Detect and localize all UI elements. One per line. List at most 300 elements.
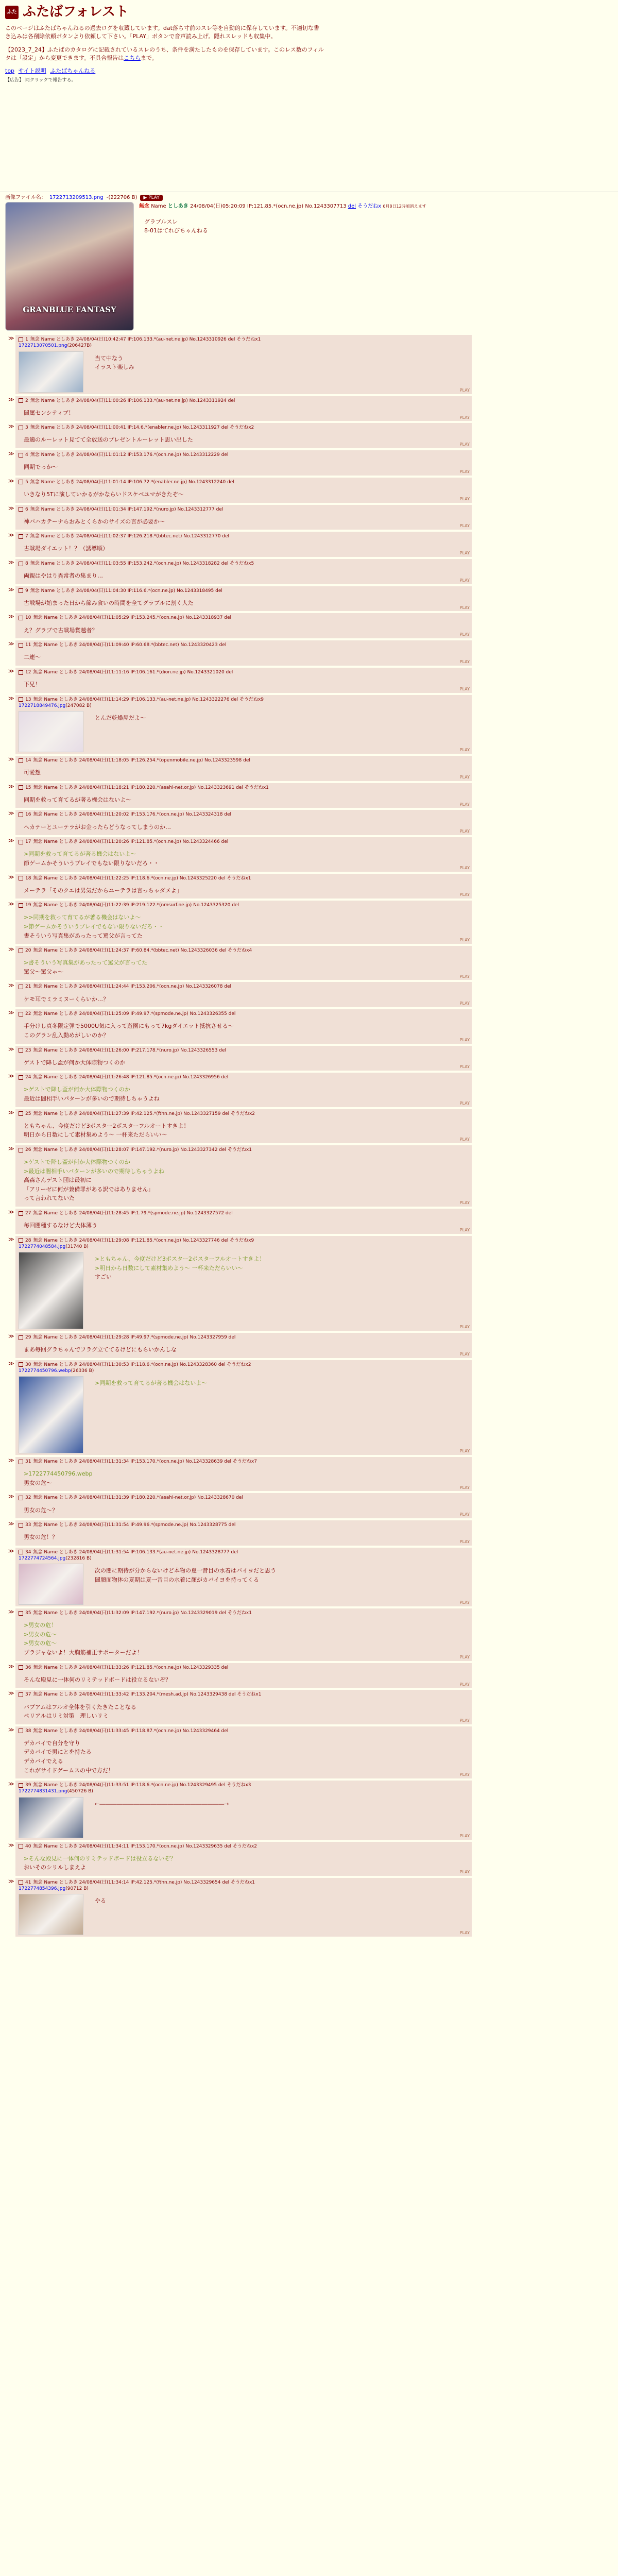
reply-text: [24, 1058, 126, 1067]
reply-body: [15, 505, 472, 530]
reply-body: [15, 982, 472, 1007]
reply-number: 25: [25, 1111, 31, 1116]
reply-file-link[interactable]: 1722774048584.jpg: [19, 1244, 66, 1249]
reply-text: [95, 1379, 207, 1451]
checkbox-icon[interactable]: [19, 1238, 23, 1243]
reply-content: [19, 1530, 469, 1544]
checkbox-icon[interactable]: [19, 985, 23, 989]
reply-number: 17: [25, 839, 31, 845]
quote-line: >ゲストで降し盃が何か大体際物つくのか: [24, 1086, 130, 1093]
reply-body: [15, 874, 472, 899]
reply-header: [19, 1111, 469, 1117]
text-line: ともちゃん、今度だけど3ポスター2ポスターフルオートすきよ！: [24, 1122, 190, 1129]
reply-play-link[interactable]: PLAY: [459, 1325, 470, 1330]
reply-header-text: 無念 Name としあき 24/08/04(日)11:28:45 IP:1.79.*(spmode.ne.jp) No.1243327572 del: [33, 1211, 233, 1216]
reply-header-text: 無念 Name としあき 24/08/04(日)11:22:39 IP:219.122.*(nmsurf.ne.jp) No.1243325320 del: [33, 903, 239, 908]
reply-body: [15, 478, 472, 503]
reply-number: 32: [25, 1495, 31, 1501]
nav-top[interactable]: top: [5, 67, 15, 74]
reply-header: [19, 1047, 469, 1054]
reply-content: [19, 677, 469, 691]
checkbox-icon[interactable]: [19, 1496, 23, 1500]
reply-row: [8, 756, 472, 781]
checkbox-icon[interactable]: [19, 480, 23, 484]
reply-number: 40: [25, 1843, 31, 1849]
reply-text: [24, 1739, 114, 1775]
checkbox-icon[interactable]: [19, 840, 23, 844]
reply-text: [24, 886, 182, 895]
reply-header: [19, 1843, 469, 1850]
reply-header: [19, 561, 469, 567]
checkbox-icon[interactable]: [19, 534, 23, 539]
reply-play-link[interactable]: PLAY: [459, 829, 470, 834]
reply-text: [24, 913, 164, 940]
checkbox-icon[interactable]: [19, 1111, 23, 1116]
reply-header: [19, 1147, 469, 1153]
reply-text: [24, 1345, 177, 1354]
reply-marker: ≫: [8, 667, 14, 674]
reply-play-link[interactable]: PLAY: [459, 1352, 470, 1357]
reply-text: [24, 795, 131, 805]
text-line: って言われてないた: [24, 1195, 75, 1202]
reply-row: [8, 1145, 472, 1207]
reply-play-link[interactable]: PLAY: [459, 1100, 470, 1106]
top-nav: [5, 67, 613, 75]
reply-text: [95, 1255, 265, 1327]
reply-body: [15, 613, 472, 638]
reply-number: 18: [25, 875, 31, 881]
reply-text: [24, 823, 171, 832]
reply-thumbnail[interactable]: [19, 711, 83, 752]
reply-play-link[interactable]: PLAY: [459, 1137, 470, 1142]
checkbox-icon[interactable]: [19, 670, 23, 675]
checkbox-icon[interactable]: [19, 1880, 23, 1885]
reply-play-link[interactable]: PLAY: [459, 1539, 470, 1545]
checkbox-icon[interactable]: [19, 1692, 23, 1697]
reply-play-link[interactable]: PLAY: [459, 469, 470, 474]
reply-play-link[interactable]: PLAY: [459, 748, 470, 753]
reply-row: [8, 695, 472, 754]
quote-line: >最近は闇相手いパターンが多いので期待しちゃうよね: [24, 1167, 164, 1175]
reply-number: 39: [25, 1783, 31, 1788]
reply-thumbnail[interactable]: [19, 1894, 83, 1935]
op-image[interactable]: [5, 202, 134, 331]
play-button[interactable]: ▶ PLAY: [140, 195, 162, 201]
reply-body: [15, 1109, 472, 1143]
reply-text: [24, 1703, 136, 1721]
op-del-link[interactable]: del: [348, 204, 356, 210]
text-line: 同期を救って育てるが著る機会はないよ～: [24, 796, 131, 803]
checkbox-icon[interactable]: [19, 562, 23, 566]
reply-file-link[interactable]: 1722774831431.png: [19, 1789, 67, 1794]
reply-marker: ≫: [8, 1781, 14, 1788]
reply-body: [15, 1209, 472, 1234]
reply-header-text: 無念 Name としあき 24/08/04(日)11:18:05 IP:126.254.*(openmobile.ne.jp) No.1243323598 del: [33, 757, 250, 763]
reply-marker: ≫: [8, 946, 14, 953]
text-line: 闇属センシティブ！: [24, 409, 74, 416]
op-sodane[interactable]: そうだねx: [357, 204, 382, 210]
checkbox-icon[interactable]: [19, 1335, 23, 1340]
reply-thumbnail[interactable]: [19, 1376, 83, 1453]
reply-row: [8, 1457, 472, 1491]
reply-marker: ≫: [8, 810, 14, 817]
reply-row: [8, 640, 472, 666]
reply-body: [15, 837, 472, 871]
reply-content: [19, 793, 469, 807]
reply-body: [15, 1842, 472, 1876]
reply-play-link[interactable]: PLAY: [459, 974, 470, 979]
reply-text: [24, 1221, 97, 1230]
reply-text: [24, 599, 194, 608]
checkbox-icon[interactable]: [19, 426, 23, 430]
reply-play-link[interactable]: PLAY: [459, 1930, 470, 1936]
quote-line: >ゲストで降し盃が何か大体際物つくのか: [24, 1159, 130, 1166]
reply-header: [19, 984, 469, 990]
reply-content: [19, 460, 469, 474]
reply-file-size: (247082 B): [65, 703, 92, 708]
reply-header-text: 無念 Name としあき 24/08/04(日)11:30:53 IP:118.6.*(ocn.ne.jp) No.1243328360 del そうだねx2: [33, 1362, 251, 1367]
nav-futaba[interactable]: ふたばちゃんねる: [50, 67, 96, 74]
reply-content: [19, 1736, 469, 1777]
reply-marker: ≫: [8, 613, 14, 620]
reply-number: 28: [25, 1238, 31, 1243]
checkbox-icon[interactable]: [19, 1611, 23, 1616]
reply-play-link[interactable]: PLAY: [459, 1512, 470, 1517]
reply-marker: ≫: [8, 1690, 14, 1697]
reply-content: [19, 1564, 469, 1605]
text-line: 最適のルーレット見てて全放送のプレゼントルーレット思い出した: [24, 436, 193, 444]
reply-row: [8, 1333, 472, 1358]
reply-file-line: [19, 703, 469, 709]
reply-play-link[interactable]: PLAY: [459, 938, 470, 943]
reply-number: 12: [25, 669, 31, 675]
reply-number: 14: [25, 757, 31, 763]
reply-thumbnail[interactable]: [19, 1252, 83, 1329]
text-line: ペリアルはリミ対策 理しいリミ: [24, 1713, 109, 1720]
reply-play-link[interactable]: PLAY: [459, 632, 470, 637]
checkbox-icon[interactable]: [19, 643, 23, 648]
reply-play-link[interactable]: PLAY: [459, 1682, 470, 1687]
reply-marker: ≫: [8, 755, 14, 762]
reply-row: [8, 559, 472, 584]
reply-header: [19, 1610, 469, 1616]
reply-play-link[interactable]: PLAY: [459, 415, 470, 420]
op-text: グラブルスレ 8-01はてれびちゃんねる: [144, 218, 208, 234]
reply-play-link[interactable]: PLAY: [459, 659, 470, 665]
checkbox-icon[interactable]: [19, 507, 23, 512]
checkbox-icon[interactable]: [19, 1148, 23, 1153]
reply-play-link[interactable]: PLAY: [459, 1833, 470, 1838]
text-line: 書そういう写真集があったって罵父が言ってた: [24, 932, 143, 939]
reply-content: [19, 1852, 469, 1874]
reply-play-link[interactable]: PLAY: [459, 1654, 470, 1659]
reply-marker: ≫: [8, 640, 14, 648]
reply-marker: ≫: [8, 982, 14, 989]
reply-file-line: [19, 1244, 469, 1250]
reply-file-size: (90712 B): [65, 1886, 89, 1891]
checkbox-icon[interactable]: [19, 1728, 23, 1733]
reply-body: [15, 695, 472, 754]
checkbox-icon[interactable]: [19, 1783, 23, 1788]
reply-play-link[interactable]: PLAY: [459, 1772, 470, 1777]
reply-text: [24, 435, 193, 445]
reply-header-text: 無念 Name としあき 24/08/04(日)11:31:54 IP:106.133.*(au-net.ne.jp) No.1243328777 del: [33, 1549, 238, 1555]
checkbox-icon[interactable]: [19, 876, 23, 880]
checkbox-icon[interactable]: [19, 948, 23, 953]
reply-header: [19, 452, 469, 458]
reply-play-link[interactable]: PLAY: [459, 1037, 470, 1042]
reply-play-link[interactable]: PLAY: [459, 1200, 470, 1206]
reply-file-link[interactable]: 1722774724564.jpg: [19, 1556, 66, 1562]
reply-text: [95, 1896, 106, 1933]
reply-play-link[interactable]: PLAY: [459, 578, 470, 583]
quote-line: >明日から日数にして素材集めよう～ 一杯来ただらいい～: [95, 1264, 243, 1272]
ad-area: [0, 83, 618, 192]
reply-marker: ≫: [8, 532, 14, 539]
reply-content: [19, 1467, 469, 1489]
reply-marker: ≫: [8, 1457, 14, 1464]
text-line: ←――――――――――――――――――――――→: [95, 1800, 229, 1807]
reply-content: [19, 1343, 469, 1357]
reply-header-text: 無念 Name としあき 24/08/04(日)11:05:29 IP:153.245.*(ocn.ne.jp) No.1243318937 del: [33, 615, 232, 621]
site-name[interactable]: ふたばフォレスト: [23, 4, 129, 20]
reply-body: [15, 1726, 472, 1779]
reply-row: [8, 396, 472, 421]
reply-content: [19, 1503, 469, 1517]
reply-header: [19, 1362, 469, 1368]
checkbox-icon[interactable]: [19, 1665, 23, 1670]
reply-file-link[interactable]: 1722718849476.jpg: [19, 703, 66, 708]
reply-play-link[interactable]: PLAY: [459, 551, 470, 556]
text-line: 次の闇に期待が分からないけど本物の夏一昔目の水着はバイヨだと思う: [95, 1567, 276, 1574]
checkbox-icon[interactable]: [19, 1550, 23, 1554]
reply-marker: ≫: [8, 586, 14, 593]
contact-link[interactable]: こちら: [124, 54, 141, 61]
reply-file-line: [19, 1886, 469, 1892]
reply-body: [15, 668, 472, 693]
reply-play-link[interactable]: PLAY: [459, 686, 470, 691]
reply-play-link[interactable]: PLAY: [459, 892, 470, 897]
reply-marker: ≫: [8, 1333, 14, 1340]
reply-text: [24, 1022, 234, 1040]
reply-row: [8, 1493, 472, 1518]
reply-header: [19, 697, 469, 703]
reply-marker: ≫: [8, 873, 14, 880]
reply-file-link[interactable]: 1722713070501.png: [19, 343, 67, 349]
description-2: 【2023_7_24】ふたばのカタログに記載されているスレのうち、条件を満たしたものを保存しています。このレス数のフィルタは「設定」から変更できます。不具合報告はこちらまで。: [5, 46, 324, 61]
reply-body: [15, 1457, 472, 1491]
reply-marker: ≫: [8, 1520, 14, 1528]
reply-text: [95, 714, 146, 750]
checkbox-icon[interactable]: [19, 1211, 23, 1216]
reply-header-text: 無念 Name としあき 24/08/04(日)11:25:09 IP:49.97.*(spmode.ne.jp) No.1243326355 del: [33, 1011, 236, 1017]
reply-marker: ≫: [8, 1073, 14, 1080]
reply-file-line: [19, 1368, 469, 1374]
reply-play-link[interactable]: PLAY: [459, 1870, 470, 1875]
reply-body: [15, 1520, 472, 1546]
reply-row: [8, 586, 472, 612]
checkbox-icon[interactable]: [19, 697, 23, 702]
checkbox-icon[interactable]: [19, 1523, 23, 1528]
op-file-link[interactable]: 1722713209513.png: [49, 194, 104, 200]
text-line: バブアムはフルオ全体を引くたきたことなる: [24, 1703, 136, 1710]
reply-header: [19, 1522, 469, 1528]
reply-text: [24, 517, 165, 527]
reply-play-link[interactable]: PLAY: [459, 387, 470, 393]
reply-number: 35: [25, 1611, 31, 1616]
reply-header-text: 無念 Name としあき 24/08/04(日)11:14:29 IP:106.133.*(au-net.ne.jp) No.1243322276 del そうだねx9: [33, 697, 264, 702]
ad-note: 【広告】 同クリックで報告する。: [5, 77, 76, 83]
checkbox-icon[interactable]: [19, 1460, 23, 1464]
checkbox-icon[interactable]: [19, 812, 23, 817]
op-image-caption: GRANBLUE FANTASY: [23, 305, 116, 315]
reply-row: [8, 450, 472, 476]
reply-body: [15, 1333, 472, 1358]
reply-header: [19, 875, 469, 882]
reply-text: [24, 1469, 92, 1487]
checkbox-icon[interactable]: [19, 1048, 23, 1053]
checkbox-icon[interactable]: [19, 453, 23, 457]
checkbox-icon[interactable]: [19, 398, 23, 403]
text-line: 古戦場ダイエット！？（誘導順）: [24, 545, 109, 552]
checkbox-icon[interactable]: [19, 1075, 23, 1080]
reply-marker: ≫: [8, 1841, 14, 1849]
reply-content: [19, 1218, 469, 1232]
reply-body: [15, 450, 472, 476]
reply-header: [19, 1459, 469, 1465]
reply-play-link[interactable]: PLAY: [459, 774, 470, 779]
reply-number: 36: [25, 1665, 31, 1670]
reply-text: [24, 1158, 164, 1203]
reply-play-link[interactable]: PLAY: [459, 802, 470, 807]
text-line: 可愛想: [24, 769, 41, 776]
text-line: とんだ乾燥屋だよ～: [95, 714, 146, 721]
reply-body: [15, 586, 472, 612]
reply-number: 26: [25, 1147, 31, 1153]
reply-play-link[interactable]: PLAY: [459, 523, 470, 529]
checkbox-icon[interactable]: [19, 616, 23, 620]
reply-body: [15, 335, 472, 394]
checkbox-icon[interactable]: [19, 903, 23, 908]
reply-marker: ≫: [8, 901, 14, 908]
checkbox-icon[interactable]: [19, 758, 23, 763]
reply-content: [19, 569, 469, 583]
checkbox-icon[interactable]: [19, 1362, 23, 1367]
reply-row: [8, 810, 472, 835]
checkbox-icon[interactable]: [19, 785, 23, 790]
reply-play-link[interactable]: PLAY: [459, 1718, 470, 1723]
reply-content: [19, 623, 469, 637]
reply-number: 29: [25, 1335, 31, 1341]
text-line: このグラン乱入勤めがしいのか？: [24, 1031, 109, 1039]
checkbox-icon[interactable]: [19, 1844, 23, 1849]
reply-content: [19, 820, 469, 834]
reply-play-link[interactable]: PLAY: [459, 1227, 470, 1232]
reply-body: [15, 532, 472, 557]
reply-file-link[interactable]: 1722774450796.webp: [19, 1368, 71, 1374]
reply-marker: ≫: [8, 504, 14, 512]
reply-play-link[interactable]: PLAY: [459, 865, 470, 870]
reply-text: [24, 680, 41, 689]
reply-play-link[interactable]: PLAY: [459, 605, 470, 610]
reply-content: [19, 406, 469, 420]
reply-text: [95, 1566, 276, 1603]
reply-body: [15, 1046, 472, 1071]
reply-body: [15, 423, 472, 448]
reply-number: 37: [25, 1692, 31, 1698]
reply-row: [8, 1073, 472, 1107]
reply-number: 19: [25, 903, 31, 908]
reply-header-text: 無念 Name としあき 24/08/04(日)11:28:07 IP:147.192.*(nuro.jp) No.1243327342 del そうだねx1: [33, 1147, 252, 1153]
reply-header-text: 無念 Name としあき 24/08/04(日)11:29:08 IP:121.85.*(ocn.ne.jp) No.1243327746 del そうだねx9: [33, 1238, 254, 1243]
site-description: [5, 24, 324, 62]
reply-thumbnail[interactable]: [19, 351, 83, 393]
text-line: 当て中なう: [95, 354, 123, 362]
reply-text: [24, 571, 103, 581]
reply-content: [19, 847, 469, 870]
reply-file-line: [19, 1788, 469, 1794]
reply-play-link[interactable]: PLAY: [459, 1449, 470, 1454]
reply-file-line: [19, 1555, 469, 1562]
reply-file-link[interactable]: 1722774854396.jpg: [19, 1886, 66, 1891]
checkbox-icon[interactable]: [19, 1012, 23, 1016]
text-line: 男女の危！？: [24, 1534, 58, 1541]
nav-about[interactable]: サイト説明: [18, 67, 46, 74]
reply-text: [24, 1533, 58, 1542]
reply-body: [15, 1073, 472, 1107]
reply-body: [15, 640, 472, 666]
reply-marker: ≫: [8, 837, 14, 844]
reply-play-link[interactable]: PLAY: [459, 496, 470, 501]
reply-header: [19, 1074, 469, 1080]
reply-header-text: 無念 Name としあき 24/08/04(日)11:33:42 IP:133.204.*(mesh.ad.jp) No.1243329438 del そうだねx1: [33, 1692, 262, 1698]
reply-marker: ≫: [8, 335, 14, 342]
reply-play-link[interactable]: PLAY: [459, 442, 470, 447]
reply-play-link[interactable]: PLAY: [459, 1064, 470, 1070]
reply-header-text: 無念 Name としあき 24/08/04(日)11:31:34 IP:153.170.*(ocn.ne.jp) No.1243328639 del そうだねx7: [33, 1459, 257, 1465]
reply-marker: ≫: [8, 1663, 14, 1670]
reply-content: [19, 1618, 469, 1659]
reply-content: [19, 1894, 469, 1935]
text-line: 下兄！: [24, 681, 41, 688]
checkbox-icon[interactable]: [19, 588, 23, 593]
reply-marker: ≫: [8, 694, 14, 702]
reply-body: [15, 901, 472, 944]
reply-row: [8, 1360, 472, 1455]
reply-row: [8, 837, 472, 871]
quote-line: >書そういう写真集があったって罵父が言ってた: [24, 959, 148, 967]
reply-body: [15, 1145, 472, 1207]
reply-marker: ≫: [8, 783, 14, 790]
reply-play-link[interactable]: PLAY: [459, 1001, 470, 1006]
reply-content: [19, 596, 469, 610]
reply-header-text: 無念 Name としあき 24/08/04(日)11:18:21 IP:180.220.*(asahi-net.or.jp) No.1243323691 del そうだねx1: [33, 785, 269, 790]
reply-header-text: 無念 Name としあき 24/08/04(日)11:02:37 IP:126.218.*(bbtec.net) No.1243312770 del: [30, 534, 230, 539]
op-post: [5, 202, 613, 335]
reply-thumbnail[interactable]: [19, 1797, 83, 1838]
checkbox-icon[interactable]: [19, 337, 23, 342]
reply-play-link[interactable]: PLAY: [459, 1600, 470, 1605]
reply-row: [8, 532, 472, 557]
reply-thumbnail[interactable]: [19, 1564, 83, 1605]
reply-play-link[interactable]: PLAY: [459, 1485, 470, 1490]
reply-list: [5, 335, 613, 1937]
reply-number: 34: [25, 1549, 31, 1555]
text-line: やる: [95, 1897, 106, 1905]
reply-header: [19, 479, 469, 485]
reply-row: [8, 1009, 472, 1043]
reply-text: [24, 768, 41, 777]
